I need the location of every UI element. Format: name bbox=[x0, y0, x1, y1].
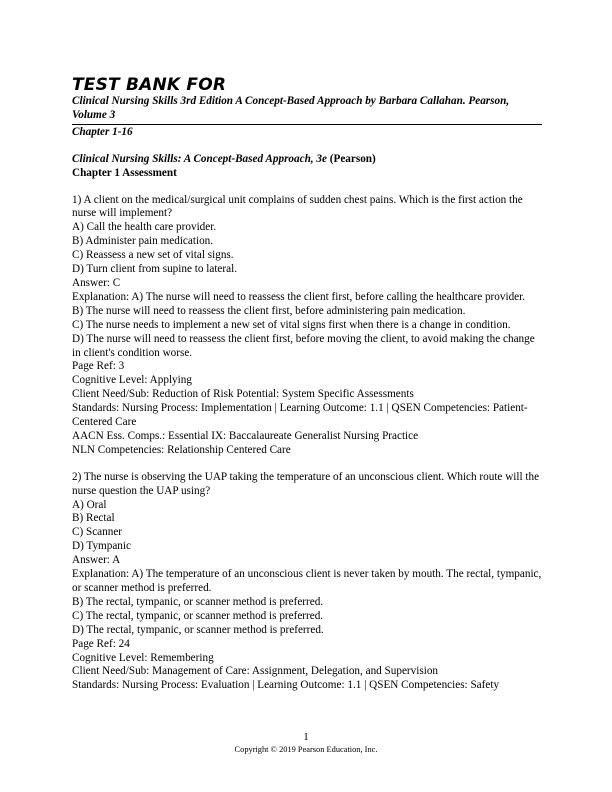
option-a: A) Oral bbox=[72, 498, 107, 511]
header-divider bbox=[72, 124, 542, 125]
question-1 bbox=[72, 194, 542, 458]
page-content bbox=[72, 76, 542, 706]
explanation-c: C) The nurse needs to implement a new set of vital signs first when there is a change in condition. bbox=[72, 318, 511, 331]
explanation-a: Explanation: A) The nurse will need to reassess the client first, before calling the healthcare provider. bbox=[72, 290, 526, 303]
question-line: 2) The nurse is observing the UAP taking the temperature of an unconscious client. Which route will the nurse question the UAP using? bbox=[72, 470, 540, 497]
option-a: A) Call the health care provider. bbox=[72, 221, 217, 234]
explanation-b: B) The nurse will need to reassess the client first, before administering pain medication. bbox=[72, 304, 466, 317]
nln-competencies: NLN Competencies: Relationship Centered Care bbox=[72, 443, 291, 456]
page-ref: Page Ref: 3 bbox=[72, 360, 125, 373]
explanation-c: C) The rectal, tympanic, or scanner method is preferred. bbox=[72, 609, 324, 622]
option-c: C) Scanner bbox=[72, 526, 123, 539]
page-number: 1 bbox=[303, 731, 309, 743]
aacn-comps: AACN Ess. Comps.: Essential IX: Baccalaureate Generalist Nursing Practice bbox=[72, 429, 419, 442]
option-d: D) Tympanic bbox=[72, 540, 131, 553]
client-need: Client Need/Sub: Reduction of Risk Potential: System Specific Assessments bbox=[72, 388, 414, 401]
copyright-notice: Copyright © 2019 Pearson Education, Inc. bbox=[234, 745, 378, 754]
cognitive-level: Cognitive Level: Applying bbox=[72, 374, 192, 387]
question-2 bbox=[72, 471, 542, 694]
test-bank-title: TEST BANK FOR bbox=[72, 75, 227, 95]
question-line: 1) A client on the medical/surgical unit complains of sudden chest pains. Which is the first action the nurse will implement? bbox=[72, 193, 523, 220]
answer: Answer: A bbox=[72, 554, 121, 567]
answer: Answer: C bbox=[72, 276, 121, 289]
explanation-b: B) The rectal, tympanic, or scanner method is preferred. bbox=[72, 595, 324, 608]
book-subtitle: Clinical Nursing Skills 3rd Edition A Concept-Based Approach by Barbara Callahan. Pearson, Volume 3 bbox=[72, 95, 510, 121]
chapter-heading: Chapter 1 Assessment bbox=[72, 166, 177, 179]
page-ref: Page Ref: 24 bbox=[72, 637, 130, 650]
standards: Standards: Nursing Process: Implementation | Learning Outcome: 1.1 | QSEN Competencies: Patient-Centered Care bbox=[72, 402, 528, 429]
option-b: B) Administer pain medication. bbox=[72, 235, 214, 248]
explanation-a: Explanation: A) The temperature of an unconscious client is never taken by mouth. The rectal, tympanic, or scanner method is preferred. bbox=[72, 568, 542, 594]
publisher: (Pearson) bbox=[326, 152, 376, 165]
explanation-d: D) The rectal, tympanic, or scanner method is preferred. bbox=[72, 623, 324, 636]
book-title: Clinical Nursing Skills: A Concept-Based Approach, 3e bbox=[72, 152, 327, 165]
option-c: C) Reassess a new set of vital signs. bbox=[72, 249, 234, 262]
cognitive-level: Cognitive Level: Remembering bbox=[72, 651, 214, 664]
option-d: D) Turn client from supine to lateral. bbox=[72, 263, 237, 276]
standards: Standards: Nursing Process: Evaluation | Learning Outcome: 1.1 | QSEN Competencies: Safety bbox=[72, 679, 500, 692]
chapter-range: Chapter 1-16 bbox=[72, 125, 133, 138]
client-need: Client Need/Sub: Management of Care: Assignment, Delegation, and Supervision bbox=[72, 665, 439, 678]
book-title-line bbox=[72, 153, 542, 167]
option-b: B) Rectal bbox=[72, 512, 115, 525]
explanation-d: D) The nurse will need to reassess the client first, before moving the client, to avoid making the change in client's condition worse. bbox=[72, 332, 535, 359]
